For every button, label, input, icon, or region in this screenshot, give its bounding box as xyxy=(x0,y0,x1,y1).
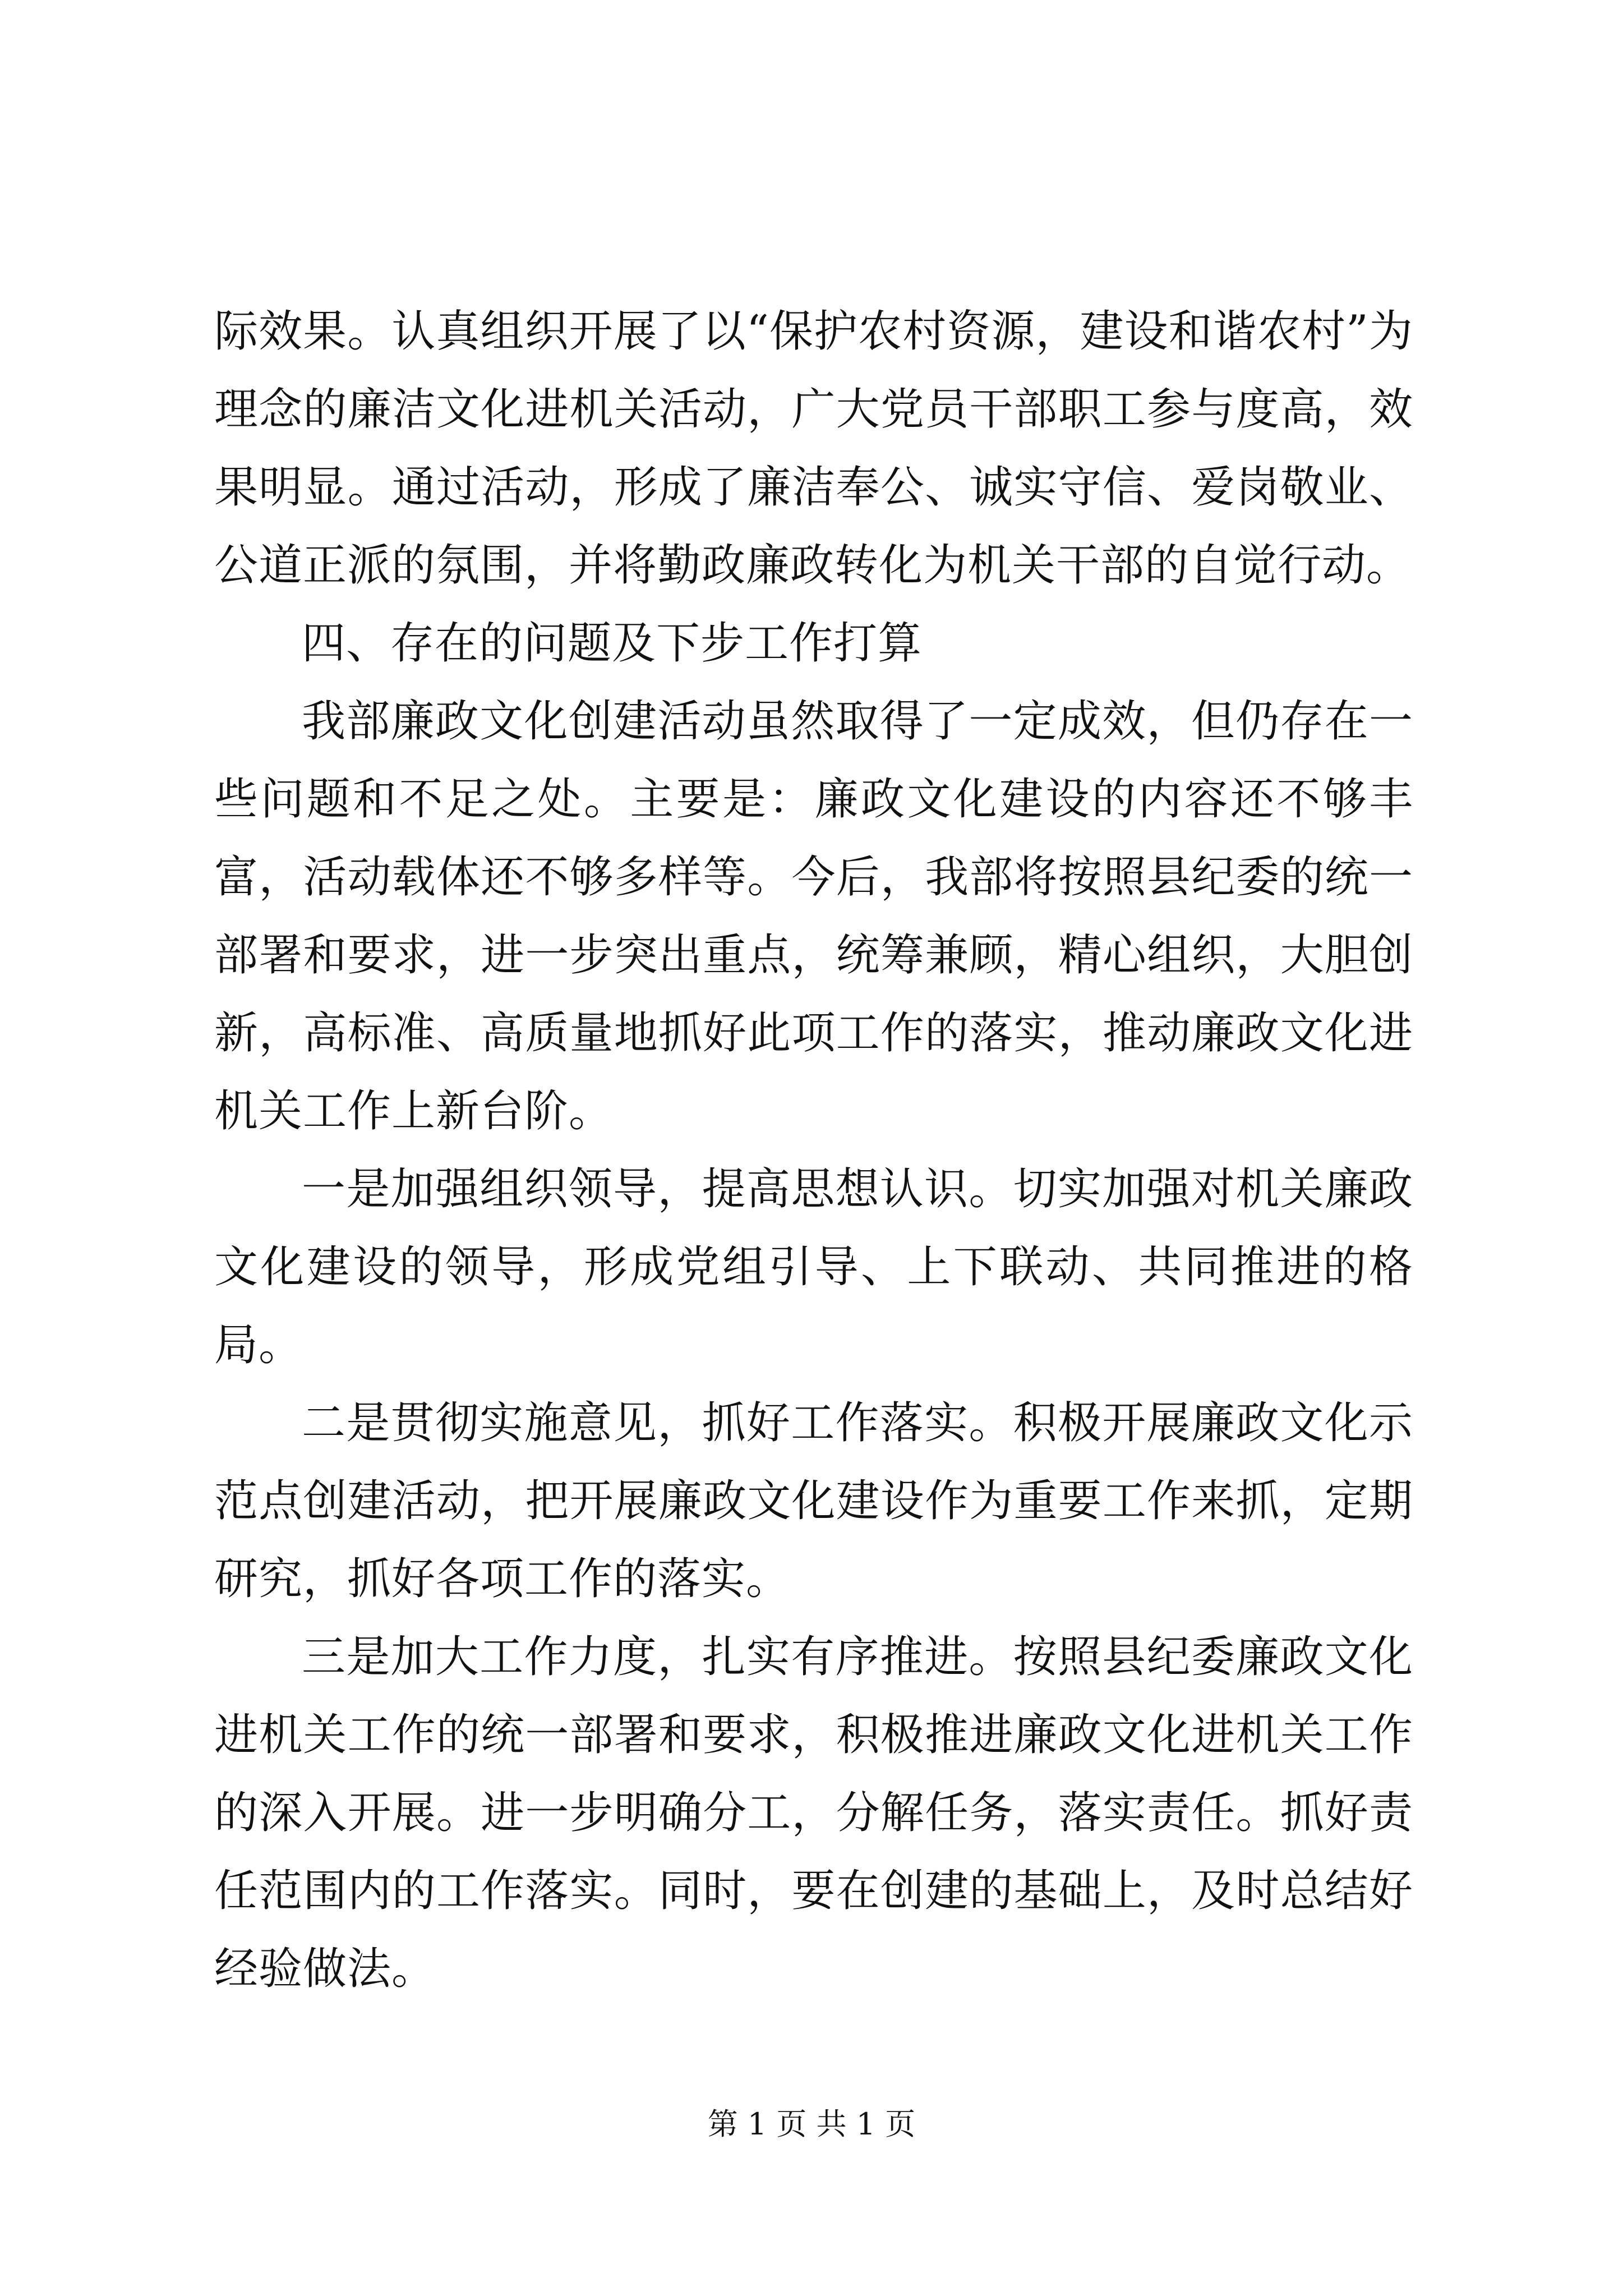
paragraph-2: 我部廉政文化创建活动虽然取得了一定成效，但仍存在一些问题和不足之处。主要是：廉政文化建设的内容还不够丰富，活动载体还不够多样等。今后，我部将按照县纪委的统一部署和要求，进一步突出重点，统筹兼顾，精心组织，大胆创新，高标准、高质量地抓好此项工作的落实，推动廉政文化进机关工作上新台阶。 xyxy=(214,696,1413,1137)
document-body xyxy=(214,293,1413,2008)
page-footer: 第 1 页 共 1 页 xyxy=(707,2106,916,2142)
paragraph-5: 三是加大工作力度，扎实有序推进。按照县纪委廉政文化进机关工作的统一部署和要求，积极推进廉政文化进机关工作的深入开展。进一步明确分工，分解任务，落实责任。抓好责任范围内的工作落实。同时，要在创建的基础上，及时总结好经验做法。 xyxy=(214,1632,1413,1994)
paragraph-4: 二是贯彻实施意见，抓好工作落实。积极开展廉政文化示范点创建活动，把开展廉政文化建设作为重要工作来抓，定期研究，抓好各项工作的落实。 xyxy=(214,1398,1413,1604)
paragraph-1: 际效果。认真组织开展了以“保护农村资源，建设和谐农村”为理念的廉洁文化进机关活动，广大党员干部职工参与度高，效果明显。通过活动，形成了廉洁奉公、诚实守信、爱岗敬业、公道正派的氛围，并将勤政廉政转化为机关干部的自觉行动。 xyxy=(214,306,1413,591)
section-heading: 四、存在的问题及下步工作打算 xyxy=(302,618,923,669)
paragraph-3: 一是加强组织领导，提高思想认识。切实加强对机关廉政文化建设的领导，形成党组引导、上下联动、共同推进的格局。 xyxy=(214,1164,1413,1370)
